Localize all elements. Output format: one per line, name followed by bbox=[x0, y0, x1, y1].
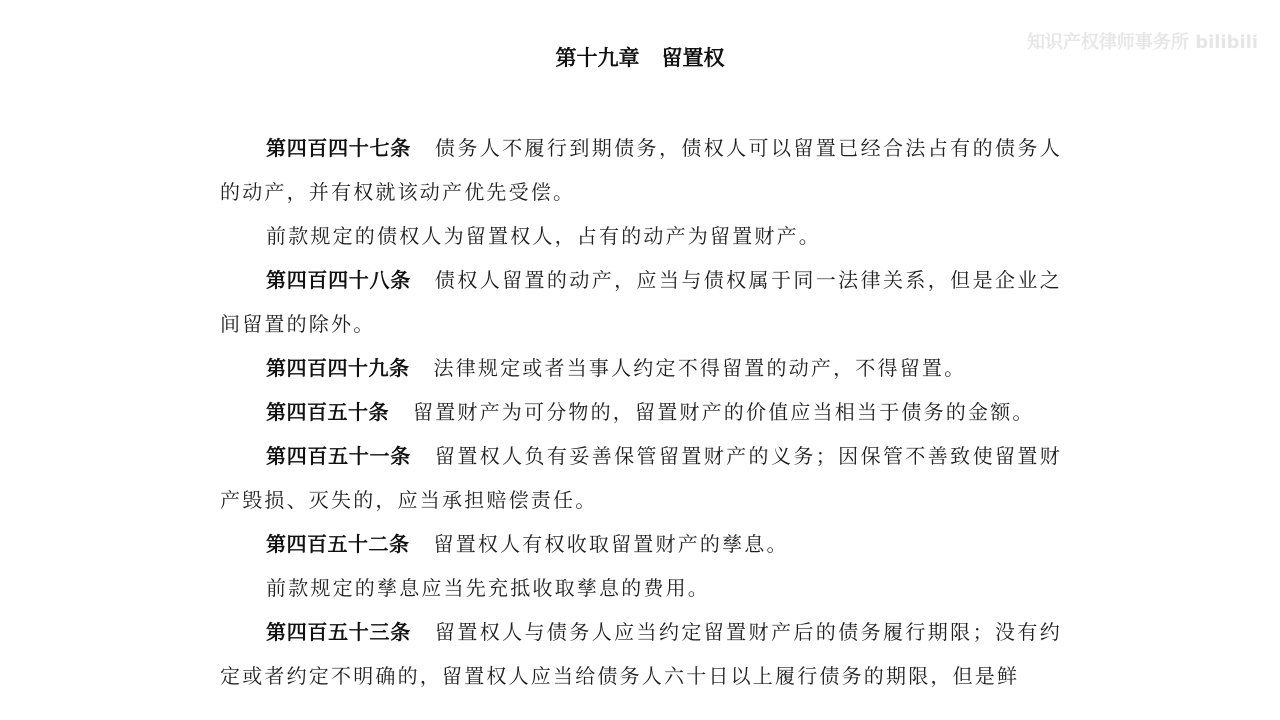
article-text: 留置权人有权收取留置财产的孳息。 bbox=[433, 532, 789, 556]
article-number: 第四百五十条 bbox=[266, 400, 389, 424]
article-text: 法律规定或者当事人约定不得留置的动产，不得留置。 bbox=[433, 356, 967, 380]
article-number: 第四百五十三条 bbox=[266, 620, 411, 644]
article-text: 债务人不履行到期债务，债权人可以留置已经合法占有的债务人的动产，并有权就该动产优先受偿。 bbox=[220, 136, 1062, 204]
article-number: 第四百四十八条 bbox=[266, 268, 411, 292]
paragraph-447 bbox=[220, 126, 1062, 214]
paragraph-450 bbox=[220, 390, 1062, 434]
article-text: 债权人留置的动产，应当与债权属于同一法律关系，但是企业之间留置的除外。 bbox=[220, 268, 1062, 336]
watermark: 知识产权律师事务所 bilibili bbox=[1026, 32, 1258, 53]
paragraph-451 bbox=[220, 434, 1062, 522]
chapter-title: 第十九章 留置权 bbox=[555, 46, 725, 70]
article-number: 第四百五十二条 bbox=[266, 532, 410, 556]
paragraph-447-2 bbox=[220, 214, 1062, 258]
article-number: 第四百四十九条 bbox=[266, 356, 410, 380]
document-body bbox=[220, 126, 1062, 698]
article-number: 第四百五十一条 bbox=[266, 444, 411, 468]
article-text: 前款规定的孳息应当先充抵收取孳息的费用。 bbox=[266, 576, 710, 600]
paragraph-453 bbox=[220, 610, 1062, 698]
paragraph-448 bbox=[220, 258, 1062, 346]
article-number: 第四百四十七条 bbox=[266, 136, 411, 160]
paragraph-452-2 bbox=[220, 566, 1062, 610]
article-text: 留置权人与债务人应当约定留置财产后的债务履行期限；没有约定或者约定不明确的，留置权人应当给债务人六十日以上履行债务的期限，但是鲜 bbox=[220, 620, 1062, 688]
paragraph-449 bbox=[220, 346, 1062, 390]
article-text: 留置权人负有妥善保管留置财产的义务；因保管不善致使留置财产毁损、灭失的，应当承担赔偿责任。 bbox=[220, 444, 1062, 512]
article-text: 留置财产为可分物的，留置财产的价值应当相当于债务的金额。 bbox=[413, 400, 1035, 424]
paragraph-452 bbox=[220, 522, 1062, 566]
article-text: 前款规定的债权人为留置权人，占有的动产为留置财产。 bbox=[266, 224, 821, 248]
